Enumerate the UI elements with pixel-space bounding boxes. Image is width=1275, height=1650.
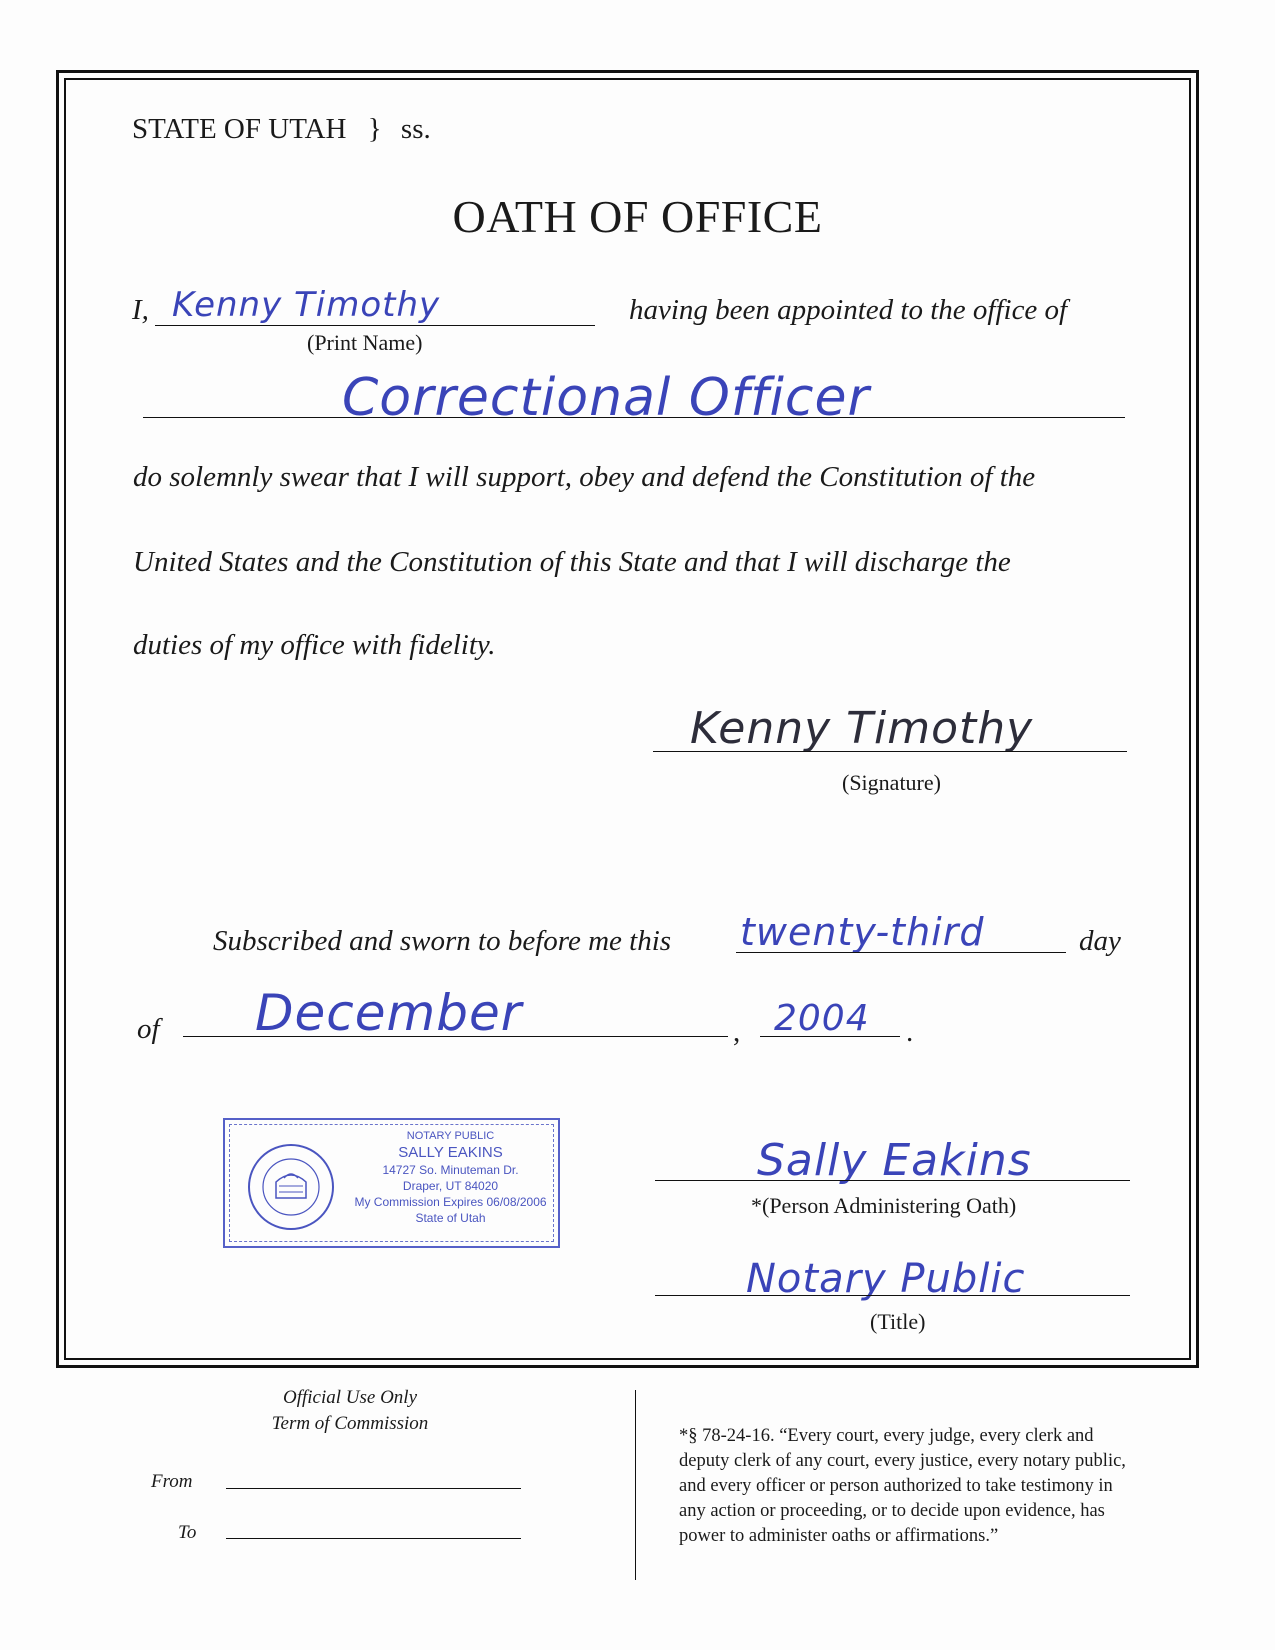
statute-line-3: and every officer or person authorized to take testimony in (679, 1476, 1113, 1496)
administering-label: *(Person Administering Oath) (751, 1193, 1017, 1218)
print-name-handwritten: Kenny Timothy (172, 285, 441, 325)
office-handwritten: Correctional Officer (342, 368, 870, 428)
year-handwritten: 2004 (774, 998, 870, 1039)
day-line (736, 952, 1066, 953)
state-name: STATE OF UTAH (132, 113, 347, 145)
statute-line-4: any action or proceeding, or to decide upon evidence, has (679, 1501, 1105, 1521)
statute-line-1: *§ 78-24-16. “Every court, every judge, every clerk and (679, 1426, 1094, 1446)
having-been-text: having been appointed to the office of (629, 294, 1068, 326)
stamp-line-3: 14727 So. Minuteman Dr. (382, 1163, 519, 1177)
notary-signature-handwritten: Sally Eakins (757, 1135, 1032, 1186)
year-line (760, 1036, 900, 1037)
ss-text: ss. (400, 113, 431, 145)
of-word: of (137, 1013, 160, 1045)
month-line (183, 1036, 728, 1037)
stamp-text-block (343, 1128, 558, 1226)
administering-line (655, 1180, 1130, 1181)
stamp-line-5: My Commission Expires 06/08/2006 (354, 1195, 547, 1209)
term-of-commission-heading: Term of Commission (271, 1413, 429, 1434)
footer-divider (635, 1390, 636, 1580)
document-title: OATH OF OFFICE (452, 191, 823, 242)
statute-note (679, 1424, 1126, 1549)
signature-label: (Signature) (842, 770, 941, 795)
print-name-line (155, 325, 595, 326)
statute-line-5: power to administer oaths or affirmations.” (679, 1526, 999, 1546)
signature-handwritten: Kenny Timothy (690, 703, 1034, 754)
stamp-line-4: Draper, UT 84020 (402, 1179, 499, 1193)
oath-line-3: duties of my office with fidelity. (133, 629, 496, 661)
subscribed-text: Subscribed and sworn to before me this (213, 925, 672, 957)
from-label: From (151, 1471, 193, 1492)
signature-line (653, 751, 1127, 752)
title-line (655, 1295, 1130, 1296)
stamp-line-2: SALLY EAKINS (398, 1144, 503, 1161)
period: . (906, 1016, 914, 1048)
oath-line-2: United States and the Constitution of this State and that I will discharge the (133, 546, 1011, 578)
title-handwritten: Notary Public (746, 1256, 1026, 1302)
day-word: day (1079, 925, 1121, 957)
office-line (143, 417, 1125, 418)
day-handwritten: twenty-third (740, 910, 985, 954)
i-prefix: I, (132, 294, 149, 326)
state-seal-icon (246, 1142, 336, 1232)
statute-line-2: deputy clerk of any court, every justice, every notary public, (679, 1451, 1126, 1471)
from-line (226, 1488, 521, 1489)
brace: } (367, 113, 382, 145)
state-line (132, 113, 431, 146)
comma: , (733, 1016, 741, 1048)
oath-line-1: do solemnly swear that I will support, obey and defend the Constitution of the (133, 461, 1036, 493)
month-handwritten: December (255, 984, 523, 1042)
official-use-heading: Official Use Only (282, 1387, 418, 1408)
title-label: (Title) (870, 1309, 926, 1334)
notary-stamp (223, 1118, 560, 1248)
to-label: To (178, 1522, 197, 1543)
stamp-line-6: State of Utah (415, 1211, 486, 1225)
print-name-label: (Print Name) (307, 330, 423, 355)
stamp-line-1: NOTARY PUBLIC (406, 1130, 495, 1142)
to-line (226, 1538, 521, 1539)
